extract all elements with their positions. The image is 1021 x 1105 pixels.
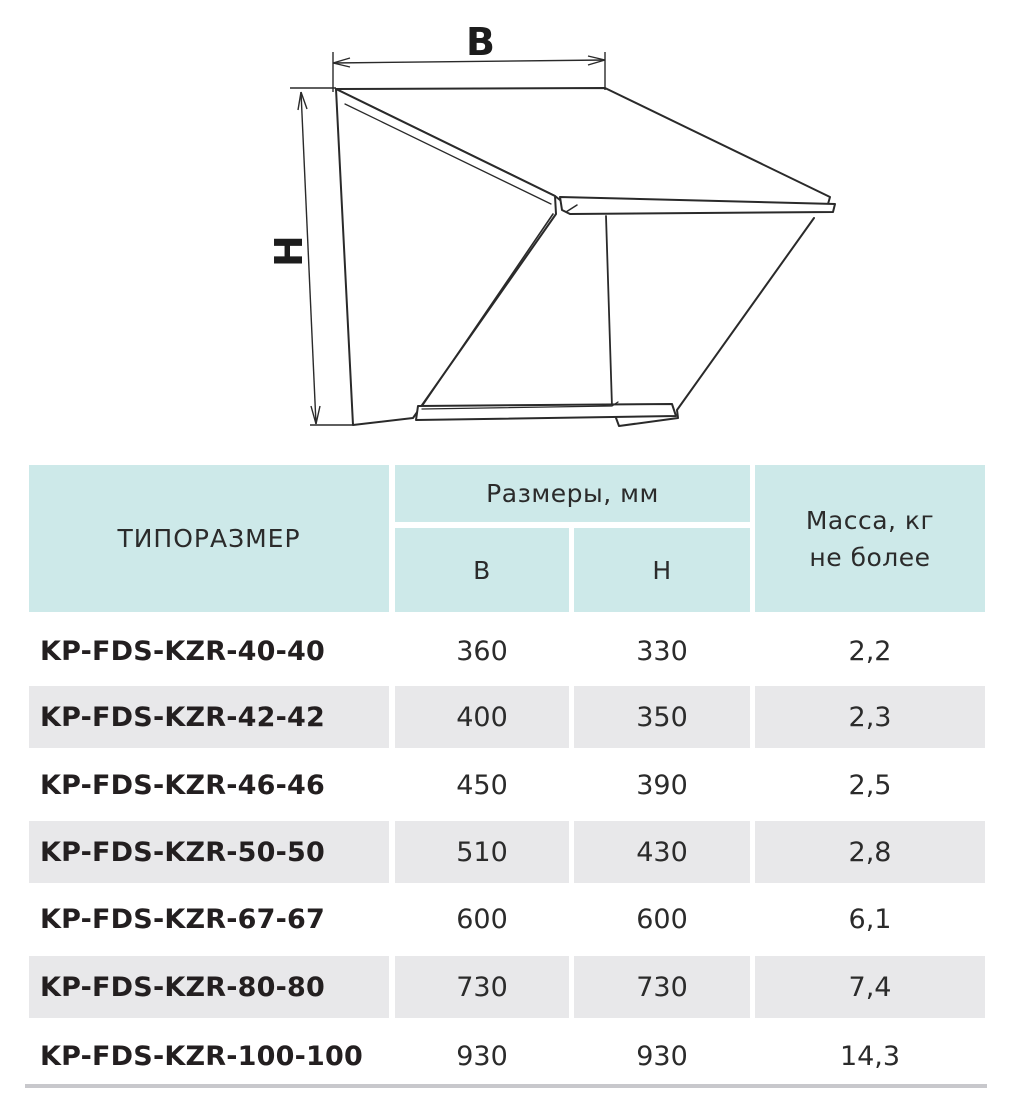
model-cell: KP-FDS-KZR-46-46 bbox=[40, 769, 325, 801]
header-h-text: Н bbox=[652, 555, 672, 585]
table-row bbox=[29, 821, 985, 883]
b-cell: 730 bbox=[395, 956, 569, 1018]
b-cell: 360 bbox=[456, 635, 508, 667]
b-cell: 600 bbox=[456, 903, 508, 935]
inner-edge bbox=[606, 216, 612, 407]
mass-cell: 7,4 bbox=[755, 956, 985, 1018]
header-h bbox=[574, 528, 750, 612]
mass-cell: 14,3 bbox=[839, 1040, 901, 1072]
header-model-text: ТИПОРАЗМЕР bbox=[117, 524, 301, 553]
h-cell: 600 bbox=[636, 903, 688, 935]
model-cell: KP-FDS-KZR-100-100 bbox=[40, 1040, 363, 1072]
table-row bbox=[29, 620, 985, 682]
hood-drawing bbox=[0, 0, 1021, 450]
b-cell: 510 bbox=[395, 821, 569, 883]
mass-cell: 2,2 bbox=[848, 635, 892, 667]
h-cell: 430 bbox=[574, 821, 750, 883]
h-cell: 390 bbox=[636, 769, 688, 801]
dimension-h-label: H bbox=[267, 235, 311, 267]
h-cell: 730 bbox=[574, 956, 750, 1018]
table-row bbox=[29, 1025, 985, 1087]
table-row bbox=[29, 956, 985, 1018]
table-row bbox=[29, 888, 985, 950]
b-cell: 450 bbox=[456, 769, 508, 801]
header-model bbox=[29, 465, 389, 612]
table-row bbox=[29, 686, 985, 748]
h-cell: 930 bbox=[636, 1040, 688, 1072]
h-cell: 350 bbox=[574, 686, 750, 748]
bottom-rule bbox=[25, 1084, 987, 1088]
mass-cell: 2,8 bbox=[755, 821, 985, 883]
mass-cell: 2,5 bbox=[848, 769, 892, 801]
header-mass bbox=[755, 465, 985, 612]
table-row bbox=[29, 754, 985, 816]
header-mass-line1: Масса, кг bbox=[805, 505, 935, 535]
mass-cell: 6,1 bbox=[848, 903, 892, 935]
mass-cell: 2,3 bbox=[755, 686, 985, 748]
header-mass-line2: не более bbox=[809, 542, 931, 572]
header-b-text: В bbox=[473, 555, 491, 585]
model-cell: KP-FDS-KZR-67-67 bbox=[40, 903, 325, 935]
h-cell: 330 bbox=[636, 635, 688, 667]
model-cell: KP-FDS-KZR-42-42 bbox=[29, 686, 389, 748]
header-dimensions-text: Размеры, мм bbox=[486, 479, 659, 508]
b-cell: 400 bbox=[395, 686, 569, 748]
header-b bbox=[395, 528, 569, 612]
model-cell: KP-FDS-KZR-40-40 bbox=[40, 635, 325, 667]
b-cell: 930 bbox=[456, 1040, 508, 1072]
spec-table bbox=[29, 465, 985, 1095]
model-cell: KP-FDS-KZR-50-50 bbox=[29, 821, 389, 883]
dimension-b-label: B bbox=[466, 20, 495, 64]
right-side-panel bbox=[612, 218, 814, 426]
header-dimensions bbox=[395, 465, 750, 522]
model-cell: KP-FDS-KZR-80-80 bbox=[29, 956, 389, 1018]
